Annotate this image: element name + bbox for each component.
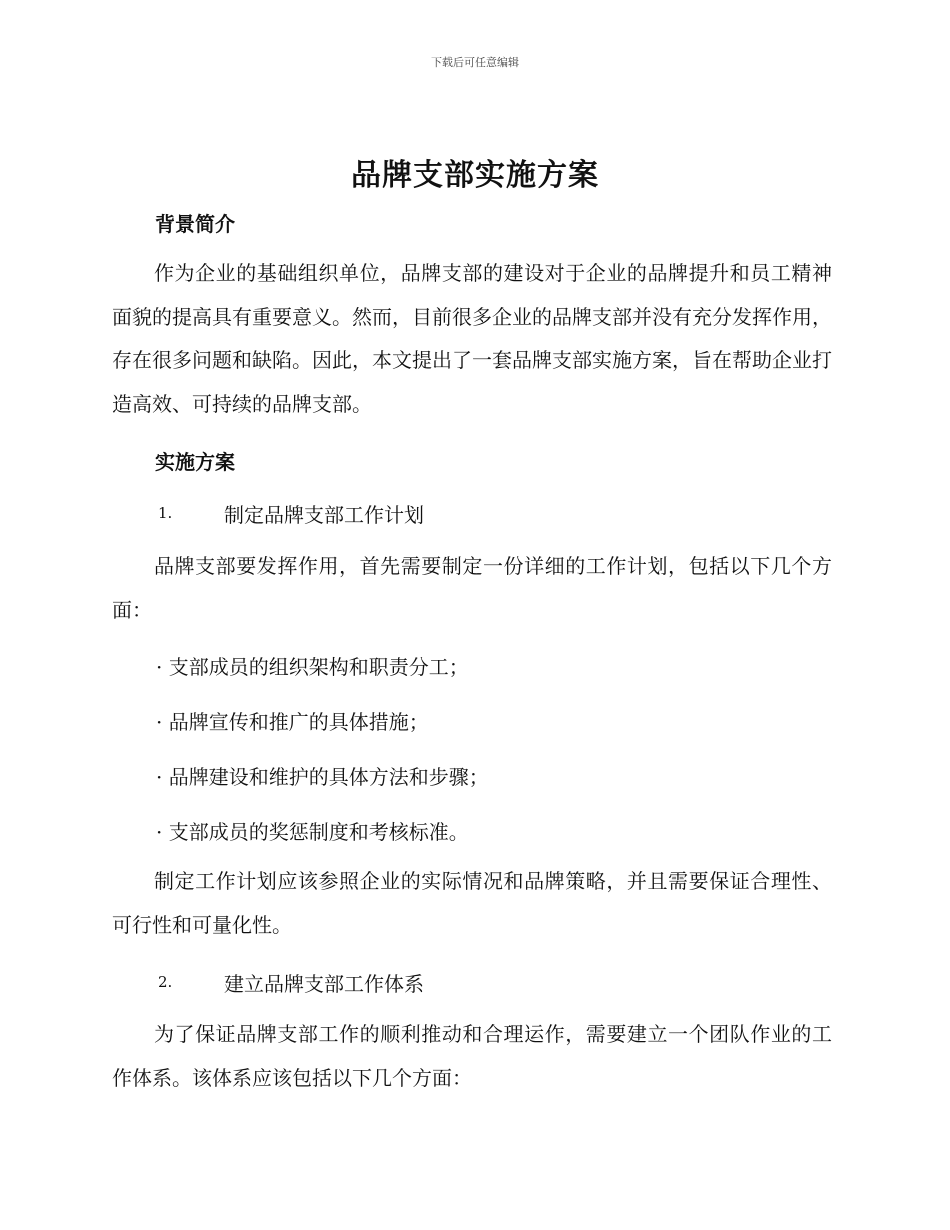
list-title-1: 制定品牌支部工作计划 bbox=[224, 503, 424, 527]
bullet-item: · 支部成员的奖惩制度和考核标准。 bbox=[156, 820, 469, 844]
list-number-1: 1. bbox=[158, 504, 173, 522]
bullet-item: · 品牌建设和维护的具体方法和步骤； bbox=[156, 765, 489, 789]
background-paragraph: 作为企业的基础组织单位，品牌支部的建设对于企业的品牌提升和员工精神面貌的提高具有重要意义。然而，目前很多企业的品牌支部并没有充分发挥作用，存在很多问题和缺陷。因此，本文提出了一套品牌支部实施方案，旨在帮助企业打造高效、可持续的品牌支部。 bbox=[112, 261, 832, 416]
bullet-item: · 支部成员的组织架构和职责分工； bbox=[156, 655, 469, 679]
item2-intro-paragraph: 为了保证品牌支部工作的顺利推动和合理运作，需要建立一个团队作业的工作体系。该体系应该包括以下几个方面： bbox=[112, 1022, 832, 1090]
item1-intro-paragraph: 品牌支部要发挥作用，首先需要制定一份详细的工作计划，包括以下几个方面： bbox=[112, 554, 832, 622]
section-heading-plan: 实施方案 bbox=[155, 450, 235, 474]
item1-conclusion-paragraph: 制定工作计划应该参照企业的实际情况和品牌策略，并且需要保证合理性、可行性和可量化性。 bbox=[112, 869, 832, 937]
document-title: 品牌支部实施方案 bbox=[351, 158, 599, 193]
list-number-2: 2. bbox=[158, 973, 173, 991]
section-heading-background: 背景简介 bbox=[155, 212, 235, 236]
header-note: 下载后可任意编辑 bbox=[431, 56, 519, 69]
list-title-2: 建立品牌支部工作体系 bbox=[224, 972, 424, 996]
bullet-item: · 品牌宣传和推广的具体措施； bbox=[156, 710, 429, 734]
